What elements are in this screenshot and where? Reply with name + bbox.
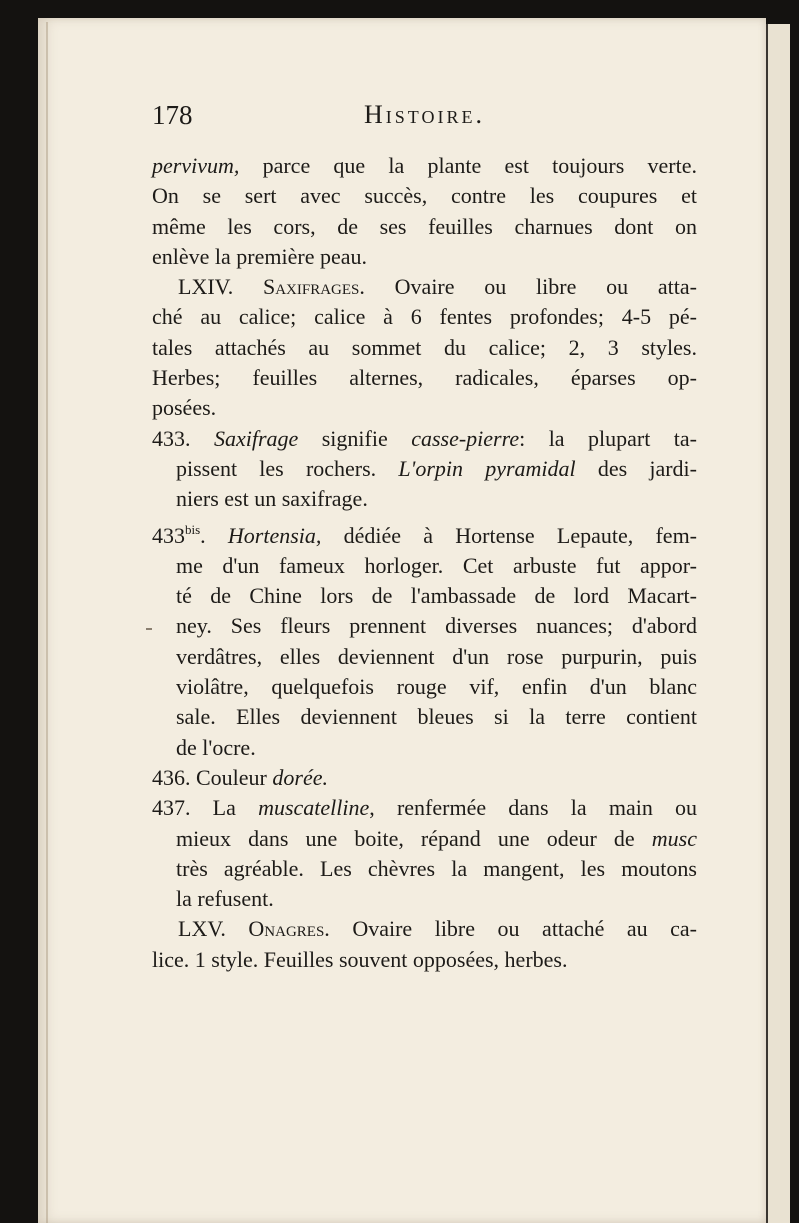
text-run: 436. Couleur xyxy=(152,764,273,790)
italic-term: dorée. xyxy=(272,764,328,790)
text-line xyxy=(152,733,697,763)
text-run: pissent les rochers. xyxy=(176,455,399,481)
italic-term: casse-pierre xyxy=(411,425,520,451)
text-line xyxy=(152,515,697,551)
text-run: tales attachés au sommet du calice; 2, 3 styles. xyxy=(152,334,697,360)
text-line xyxy=(152,181,697,211)
text-line xyxy=(152,551,697,581)
text-run: dédiée à Hortense Lepaute, fem- xyxy=(321,522,698,548)
text-run: parce que la plante est toujours verte. xyxy=(239,153,697,178)
text-line xyxy=(152,854,697,884)
text-run: mieux dans une boite, répand une odeur de xyxy=(176,825,652,851)
text-line xyxy=(152,302,697,332)
text-run: Ovaire libre ou attaché au ca- xyxy=(329,916,697,942)
text-run: sale. Elles deviennent bleues si la terre contient xyxy=(176,704,697,730)
text-line xyxy=(152,363,697,393)
text-line xyxy=(152,914,697,944)
text-line xyxy=(152,242,697,272)
text-run: 433 xyxy=(152,522,185,548)
page-number: 178 xyxy=(152,100,193,130)
text-run: LXIV. xyxy=(178,274,263,300)
text-run: niers est un saxifrage. xyxy=(176,486,368,512)
text-run: : la plupart ta- xyxy=(519,425,697,451)
text-run: Herbes; feuilles alternes, radicales, éparses op- xyxy=(152,365,697,391)
text-run: . xyxy=(200,522,228,548)
text-run: On se sert avec succès, contre les coupures et xyxy=(152,183,697,209)
text-line xyxy=(152,212,697,242)
italic-term: Saxifrage xyxy=(213,425,299,451)
italic-term: pervivum, xyxy=(152,153,240,178)
text-line xyxy=(152,484,697,514)
text-line xyxy=(152,611,697,641)
italic-term: Hortensia, xyxy=(227,522,322,548)
text-line xyxy=(152,945,697,975)
family-name: Onagres. xyxy=(248,916,330,942)
text-line xyxy=(152,272,697,302)
text-line xyxy=(152,824,697,854)
text-run: ney. Ses fleurs prennent diverses nuances; d'abord xyxy=(176,613,697,639)
family-name: Saxifrages. xyxy=(262,274,365,300)
text-run: Ovaire ou libre ou atta- xyxy=(364,274,697,300)
text-line xyxy=(152,333,697,363)
text-run: signifie xyxy=(298,425,412,451)
running-title: Histoire. xyxy=(364,100,485,129)
text-run: la refusent. xyxy=(176,886,274,912)
text-run: même les cors, de ses feuilles charnues dont on xyxy=(152,213,697,239)
italic-term: musc xyxy=(651,825,697,851)
text-run: lice. 1 style. Feuilles souvent opposées, herbes. xyxy=(152,946,568,972)
text-run: verdâtres, elles deviennent d'un rose purpurin, puis xyxy=(176,643,697,669)
text-run: posées. xyxy=(152,395,217,421)
superscript: bis xyxy=(185,521,201,537)
text-line xyxy=(152,793,697,823)
text-line xyxy=(152,581,697,611)
text-run: de l'ocre. xyxy=(176,734,256,760)
text-line xyxy=(152,454,697,484)
text-line xyxy=(152,702,697,732)
text-line xyxy=(152,672,697,702)
text-line xyxy=(152,763,697,793)
text-run: ché au calice; calice à 6 fentes profondes; 4-5 pé- xyxy=(152,304,697,330)
text-line xyxy=(152,884,697,914)
margin-mark xyxy=(146,628,152,630)
page-body-text xyxy=(152,151,697,975)
text-run: violâtre, quelquefois rouge vif, enfin d'un blanc xyxy=(176,674,697,700)
text-run: 437. La xyxy=(152,795,259,821)
text-line xyxy=(152,151,697,181)
text-run: 433. xyxy=(152,425,214,451)
page-header xyxy=(152,100,712,136)
text-line xyxy=(152,642,697,672)
text-line xyxy=(152,424,697,454)
text-run: , renfermée dans la main ou xyxy=(369,795,698,821)
text-run: très agréable. Les chèvres la mangent, les moutons xyxy=(176,855,697,881)
text-run: enlève la première peau. xyxy=(152,243,367,269)
text-run: LXV. xyxy=(178,916,249,942)
page-gutter xyxy=(46,22,48,1223)
text-run: té de Chine lors de l'ambassade de lord Macart- xyxy=(176,583,697,609)
italic-term: muscatelline xyxy=(258,795,370,821)
adjacent-page-edge xyxy=(766,24,790,1223)
italic-term: L'orpin pyramidal xyxy=(398,455,576,481)
text-line xyxy=(152,393,697,423)
text-run: des jardi- xyxy=(575,455,697,481)
text-run: me d'un fameux horloger. Cet arbuste fut appor- xyxy=(176,552,697,578)
